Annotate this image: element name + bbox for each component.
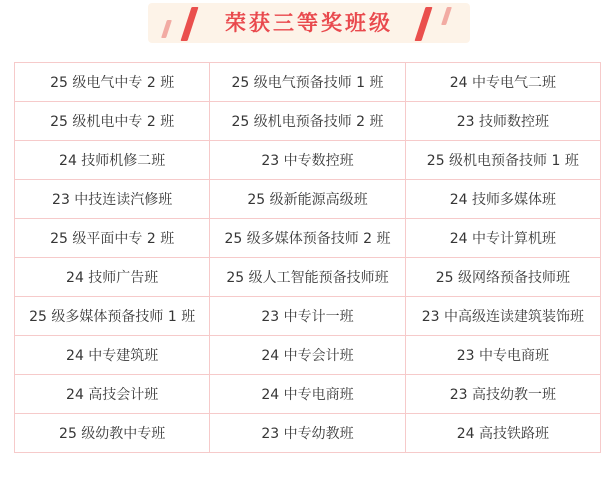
table-row bbox=[15, 219, 601, 258]
right-slash-decoration-icon bbox=[410, 3, 456, 43]
table-cell: 25 级新能源高级班 bbox=[210, 180, 405, 219]
table-cell: 24 中专电商班 bbox=[210, 375, 405, 414]
prize-class-table-body bbox=[15, 63, 601, 453]
table-cell: 24 中专建筑班 bbox=[15, 336, 210, 375]
table-row bbox=[15, 102, 601, 141]
table-cell: 23 中专电商班 bbox=[405, 336, 600, 375]
table-row bbox=[15, 63, 601, 102]
table-cell: 25 级平面中专 2 班 bbox=[15, 219, 210, 258]
table-cell: 23 中专计一班 bbox=[210, 297, 405, 336]
table-cell: 24 高技会计班 bbox=[15, 375, 210, 414]
table-cell: 24 技师多媒体班 bbox=[405, 180, 600, 219]
page-title: 荣获三等奖班级 bbox=[225, 11, 393, 35]
table-cell: 23 中高级连读建筑装饰班 bbox=[405, 297, 600, 336]
table-cell: 25 级多媒体预备技师 2 班 bbox=[210, 219, 405, 258]
table-cell: 25 级电气中专 2 班 bbox=[15, 63, 210, 102]
table-cell: 25 级网络预备技师班 bbox=[405, 258, 600, 297]
prize-class-table bbox=[14, 62, 601, 453]
table-cell: 24 中专电气二班 bbox=[405, 63, 600, 102]
table-cell: 24 中专会计班 bbox=[210, 336, 405, 375]
table-cell: 24 高技铁路班 bbox=[405, 414, 600, 453]
table-cell: 25 级电气预备技师 1 班 bbox=[210, 63, 405, 102]
slash-dark-icon bbox=[414, 7, 432, 41]
table-row bbox=[15, 141, 601, 180]
table-row bbox=[15, 375, 601, 414]
slash-dark-icon bbox=[180, 7, 198, 41]
table-cell: 23 中专幼教班 bbox=[210, 414, 405, 453]
table-cell: 25 级幼教中专班 bbox=[15, 414, 210, 453]
table-cell: 23 高技幼教一班 bbox=[405, 375, 600, 414]
slash-light-icon bbox=[161, 20, 172, 38]
table-cell: 23 中专数控班 bbox=[210, 141, 405, 180]
title-banner bbox=[148, 3, 470, 43]
table-row bbox=[15, 336, 601, 375]
table-cell: 24 技师机修二班 bbox=[15, 141, 210, 180]
table-row bbox=[15, 297, 601, 336]
table-cell: 23 中技连读汽修班 bbox=[15, 180, 210, 219]
table-cell: 24 技师广告班 bbox=[15, 258, 210, 297]
table-cell: 25 级多媒体预备技师 1 班 bbox=[15, 297, 210, 336]
table-cell: 25 级人工智能预备技师班 bbox=[210, 258, 405, 297]
table-cell: 25 级机电预备技师 1 班 bbox=[405, 141, 600, 180]
table-row bbox=[15, 180, 601, 219]
slash-light-icon bbox=[441, 7, 452, 25]
table-row bbox=[15, 258, 601, 297]
table-cell: 25 级机电中专 2 班 bbox=[15, 102, 210, 141]
table-cell: 23 技师数控班 bbox=[405, 102, 600, 141]
table-cell: 24 中专计算机班 bbox=[405, 219, 600, 258]
table-cell: 25 级机电预备技师 2 班 bbox=[210, 102, 405, 141]
table-row bbox=[15, 414, 601, 453]
left-slash-decoration-icon bbox=[162, 3, 208, 43]
